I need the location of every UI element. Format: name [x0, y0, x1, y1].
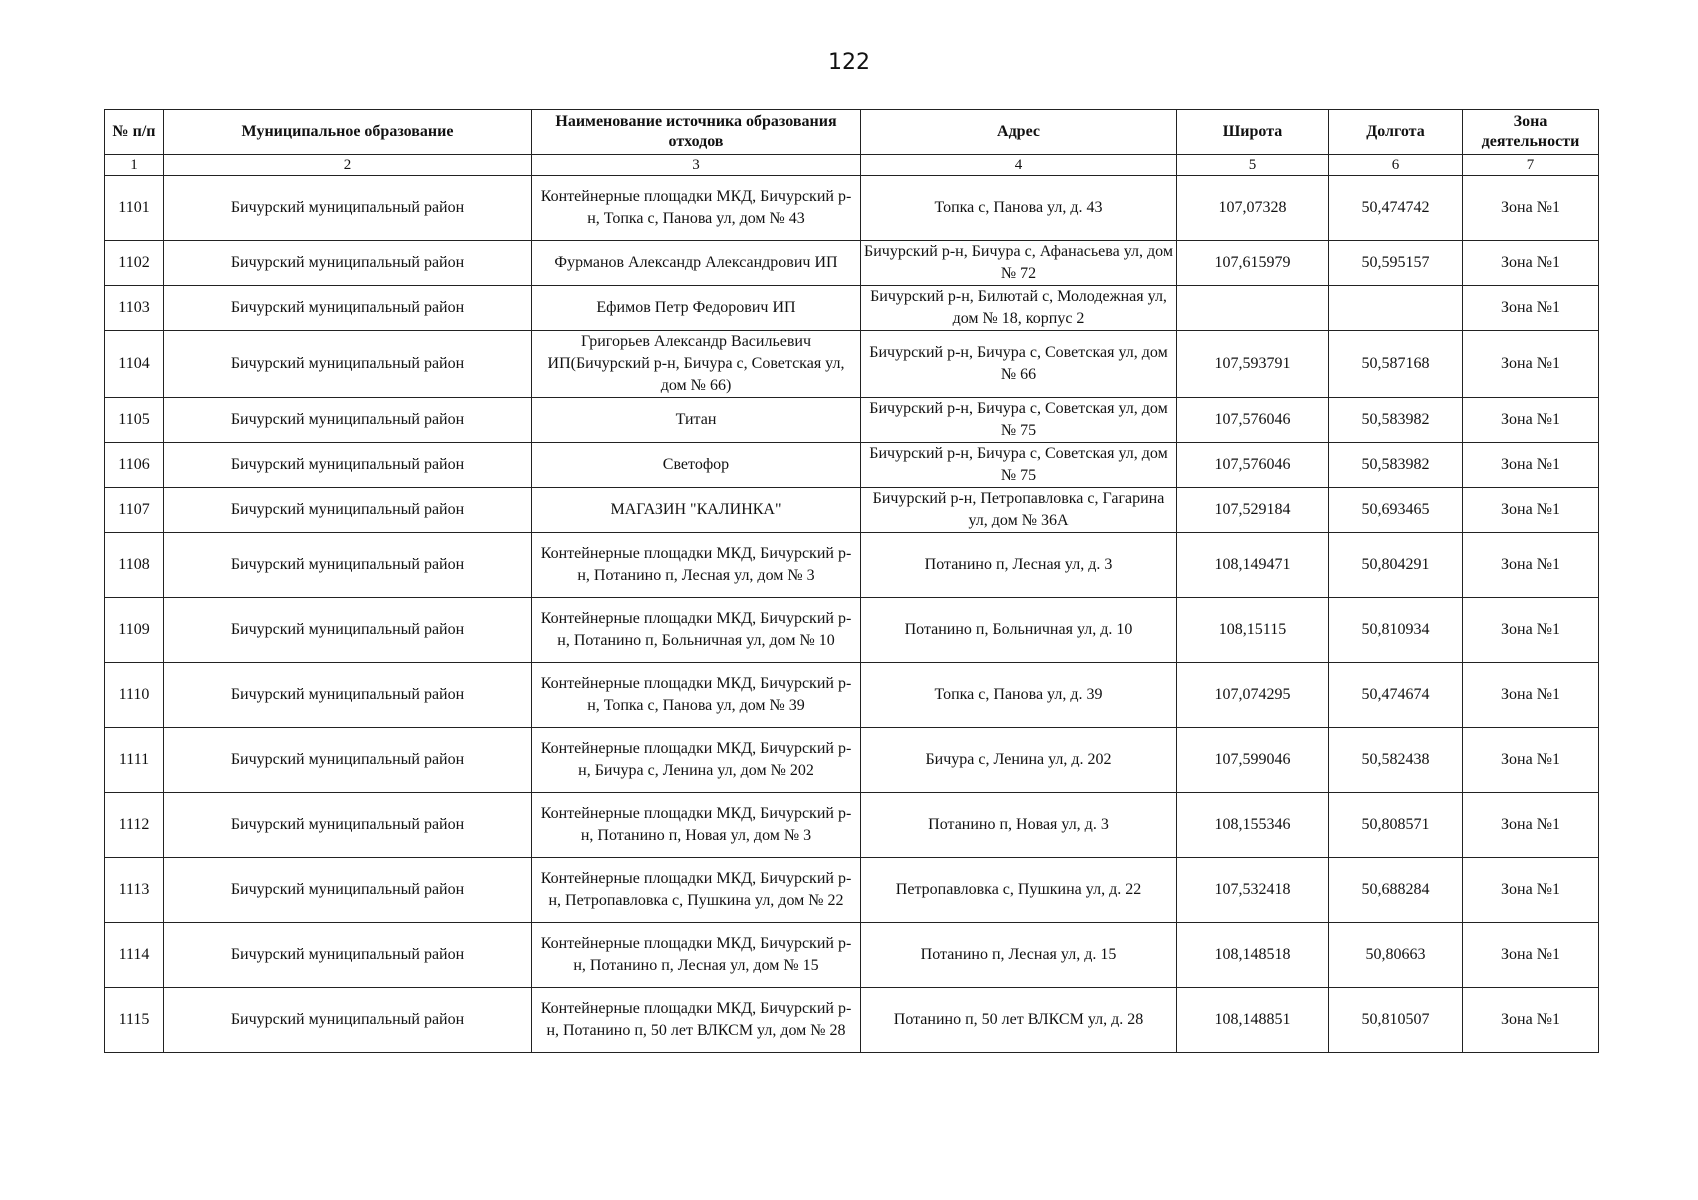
cell-zone: Зона №1 — [1463, 443, 1599, 488]
cell-address: Потанино п, Больничная ул, д. 10 — [861, 598, 1177, 663]
cell-zone: Зона №1 — [1463, 176, 1599, 241]
cell-latitude: 108,148851 — [1177, 988, 1329, 1053]
table-row — [105, 988, 1599, 1053]
table-row — [105, 663, 1599, 728]
cell-longitude: 50,582438 — [1329, 728, 1463, 793]
table-row — [105, 858, 1599, 923]
cell-source-name: Контейнерные площадки МКД, Бичурский р-н, Бичура с, Ленина ул, дом № 202 — [532, 728, 861, 793]
cell-zone: Зона №1 — [1463, 858, 1599, 923]
cell-zone: Зона №1 — [1463, 923, 1599, 988]
cell-address: Бичурский р-н, Бичура с, Советская ул, дом № 75 — [861, 443, 1177, 488]
cell-municipality: Бичурский муниципальный район — [164, 728, 532, 793]
cell-municipality: Бичурский муниципальный район — [164, 598, 532, 663]
header-latitude: Широта — [1177, 110, 1329, 155]
cell-municipality: Бичурский муниципальный район — [164, 858, 532, 923]
cell-address: Потанино п, Новая ул, д. 3 — [861, 793, 1177, 858]
table-row — [105, 598, 1599, 663]
header-row-number: № п/п — [105, 110, 164, 155]
header-zone: Зона деятельности — [1463, 110, 1599, 155]
cell-address: Топка с, Панова ул, д. 39 — [861, 663, 1177, 728]
cell-municipality: Бичурский муниципальный район — [164, 793, 532, 858]
cell-municipality: Бичурский муниципальный район — [164, 488, 532, 533]
cell-latitude: 107,529184 — [1177, 488, 1329, 533]
cell-municipality: Бичурский муниципальный район — [164, 286, 532, 331]
cell-source-name: Контейнерные площадки МКД, Бичурский р-н, Петропавловка с, Пушкина ул, дом № 22 — [532, 858, 861, 923]
cell-source-name: Контейнерные площадки МКД, Бичурский р-н, Топка с, Панова ул, дом № 43 — [532, 176, 861, 241]
cell-longitude: 50,587168 — [1329, 331, 1463, 398]
cell-source-name: Контейнерные площадки МКД, Бичурский р-н, Потанино п, 50 лет ВЛКСМ ул, дом № 28 — [532, 988, 861, 1053]
cell-municipality: Бичурский муниципальный район — [164, 663, 532, 728]
column-number: 6 — [1329, 155, 1463, 176]
cell-source-name: Григорьев Александр Васильевич ИП(Бичурский р-н, Бичура с, Советская ул, дом № 66) — [532, 331, 861, 398]
cell-municipality: Бичурский муниципальный район — [164, 331, 532, 398]
cell-municipality: Бичурский муниципальный район — [164, 533, 532, 598]
cell-longitude: 50,474674 — [1329, 663, 1463, 728]
cell-longitude: 50,80663 — [1329, 923, 1463, 988]
cell-address: Потанино п, 50 лет ВЛКСМ ул, д. 28 — [861, 988, 1177, 1053]
column-number: 4 — [861, 155, 1177, 176]
cell-zone: Зона №1 — [1463, 793, 1599, 858]
cell-row-number: 1114 — [105, 923, 164, 988]
cell-row-number: 1106 — [105, 443, 164, 488]
cell-latitude: 107,532418 — [1177, 858, 1329, 923]
cell-municipality: Бичурский муниципальный район — [164, 241, 532, 286]
cell-row-number: 1113 — [105, 858, 164, 923]
cell-zone: Зона №1 — [1463, 988, 1599, 1053]
cell-latitude: 107,615979 — [1177, 241, 1329, 286]
cell-address: Бичурский р-н, Бичура с, Советская ул, дом № 75 — [861, 398, 1177, 443]
cell-latitude: 107,599046 — [1177, 728, 1329, 793]
cell-source-name: Контейнерные площадки МКД, Бичурский р-н, Топка с, Панова ул, дом № 39 — [532, 663, 861, 728]
table-row — [105, 443, 1599, 488]
cell-longitude: 50,583982 — [1329, 443, 1463, 488]
cell-latitude: 108,148518 — [1177, 923, 1329, 988]
cell-latitude: 108,15115 — [1177, 598, 1329, 663]
cell-longitude — [1329, 286, 1463, 331]
cell-source-name: МАГАЗИН "КАЛИНКА" — [532, 488, 861, 533]
header-address: Адрес — [861, 110, 1177, 155]
table-row — [105, 488, 1599, 533]
cell-address: Топка с, Панова ул, д. 43 — [861, 176, 1177, 241]
column-number: 5 — [1177, 155, 1329, 176]
cell-latitude: 107,576046 — [1177, 398, 1329, 443]
cell-latitude: 107,593791 — [1177, 331, 1329, 398]
table-row — [105, 923, 1599, 988]
page-number: 122 — [828, 50, 870, 75]
cell-row-number: 1110 — [105, 663, 164, 728]
cell-zone: Зона №1 — [1463, 598, 1599, 663]
cell-row-number: 1105 — [105, 398, 164, 443]
cell-municipality: Бичурский муниципальный район — [164, 923, 532, 988]
header-longitude: Долгота — [1329, 110, 1463, 155]
cell-row-number: 1108 — [105, 533, 164, 598]
cell-source-name: Контейнерные площадки МКД, Бичурский р-н, Потанино п, Новая ул, дом № 3 — [532, 793, 861, 858]
cell-latitude: 108,155346 — [1177, 793, 1329, 858]
cell-zone: Зона №1 — [1463, 488, 1599, 533]
table-row — [105, 398, 1599, 443]
header-source-name: Наименование источника образования отходов — [532, 110, 861, 155]
table-row — [105, 241, 1599, 286]
cell-source-name: Титан — [532, 398, 861, 443]
cell-longitude: 50,595157 — [1329, 241, 1463, 286]
cell-row-number: 1102 — [105, 241, 164, 286]
cell-row-number: 1115 — [105, 988, 164, 1053]
column-number: 7 — [1463, 155, 1599, 176]
cell-row-number: 1101 — [105, 176, 164, 241]
cell-address: Потанино п, Лесная ул, д. 15 — [861, 923, 1177, 988]
cell-latitude — [1177, 286, 1329, 331]
cell-source-name: Контейнерные площадки МКД, Бичурский р-н, Потанино п, Лесная ул, дом № 15 — [532, 923, 861, 988]
waste-sources-table — [104, 109, 1599, 1053]
cell-address: Бичурский р-н, Бичура с, Советская ул, дом № 66 — [861, 331, 1177, 398]
cell-zone: Зона №1 — [1463, 331, 1599, 398]
column-number: 2 — [164, 155, 532, 176]
cell-municipality: Бичурский муниципальный район — [164, 988, 532, 1053]
cell-latitude: 107,074295 — [1177, 663, 1329, 728]
table-row — [105, 728, 1599, 793]
cell-municipality: Бичурский муниципальный район — [164, 176, 532, 241]
cell-zone: Зона №1 — [1463, 533, 1599, 598]
cell-row-number: 1104 — [105, 331, 164, 398]
cell-address: Потанино п, Лесная ул, д. 3 — [861, 533, 1177, 598]
cell-address: Бичурский р-н, Билютай с, Молодежная ул, дом № 18, корпус 2 — [861, 286, 1177, 331]
cell-longitude: 50,804291 — [1329, 533, 1463, 598]
header-row — [105, 110, 1599, 155]
cell-zone: Зона №1 — [1463, 286, 1599, 331]
cell-source-name: Контейнерные площадки МКД, Бичурский р-н, Потанино п, Лесная ул, дом № 3 — [532, 533, 861, 598]
cell-row-number: 1107 — [105, 488, 164, 533]
cell-source-name: Фурманов Александр Александрович ИП — [532, 241, 861, 286]
cell-longitude: 50,810507 — [1329, 988, 1463, 1053]
cell-longitude: 50,810934 — [1329, 598, 1463, 663]
cell-row-number: 1112 — [105, 793, 164, 858]
table-row — [105, 533, 1599, 598]
cell-zone: Зона №1 — [1463, 398, 1599, 443]
cell-address: Бичурский р-н, Петропавловка с, Гагарина ул, дом № 36А — [861, 488, 1177, 533]
cell-latitude: 107,576046 — [1177, 443, 1329, 488]
cell-latitude: 107,07328 — [1177, 176, 1329, 241]
cell-address: Бичурский р-н, Бичура с, Афанасьева ул, дом № 72 — [861, 241, 1177, 286]
cell-municipality: Бичурский муниципальный район — [164, 398, 532, 443]
cell-longitude: 50,474742 — [1329, 176, 1463, 241]
table-row — [105, 286, 1599, 331]
cell-row-number: 1103 — [105, 286, 164, 331]
column-number: 3 — [532, 155, 861, 176]
cell-longitude: 50,583982 — [1329, 398, 1463, 443]
cell-longitude: 50,808571 — [1329, 793, 1463, 858]
header-municipality: Муниципальное образование — [164, 110, 532, 155]
cell-row-number: 1111 — [105, 728, 164, 793]
table-row — [105, 793, 1599, 858]
cell-zone: Зона №1 — [1463, 663, 1599, 728]
cell-address: Петропавловка с, Пушкина ул, д. 22 — [861, 858, 1177, 923]
column-numbers-row — [105, 155, 1599, 176]
cell-municipality: Бичурский муниципальный район — [164, 443, 532, 488]
cell-address: Бичура с, Ленина ул, д. 202 — [861, 728, 1177, 793]
table-row — [105, 176, 1599, 241]
cell-row-number: 1109 — [105, 598, 164, 663]
cell-source-name: Ефимов Петр Федорович ИП — [532, 286, 861, 331]
cell-longitude: 50,688284 — [1329, 858, 1463, 923]
cell-source-name: Контейнерные площадки МКД, Бичурский р-н, Потанино п, Больничная ул, дом № 10 — [532, 598, 861, 663]
column-number: 1 — [105, 155, 164, 176]
table-row — [105, 331, 1599, 398]
cell-longitude: 50,693465 — [1329, 488, 1463, 533]
cell-zone: Зона №1 — [1463, 728, 1599, 793]
cell-source-name: Светофор — [532, 443, 861, 488]
cell-latitude: 108,149471 — [1177, 533, 1329, 598]
cell-zone: Зона №1 — [1463, 241, 1599, 286]
